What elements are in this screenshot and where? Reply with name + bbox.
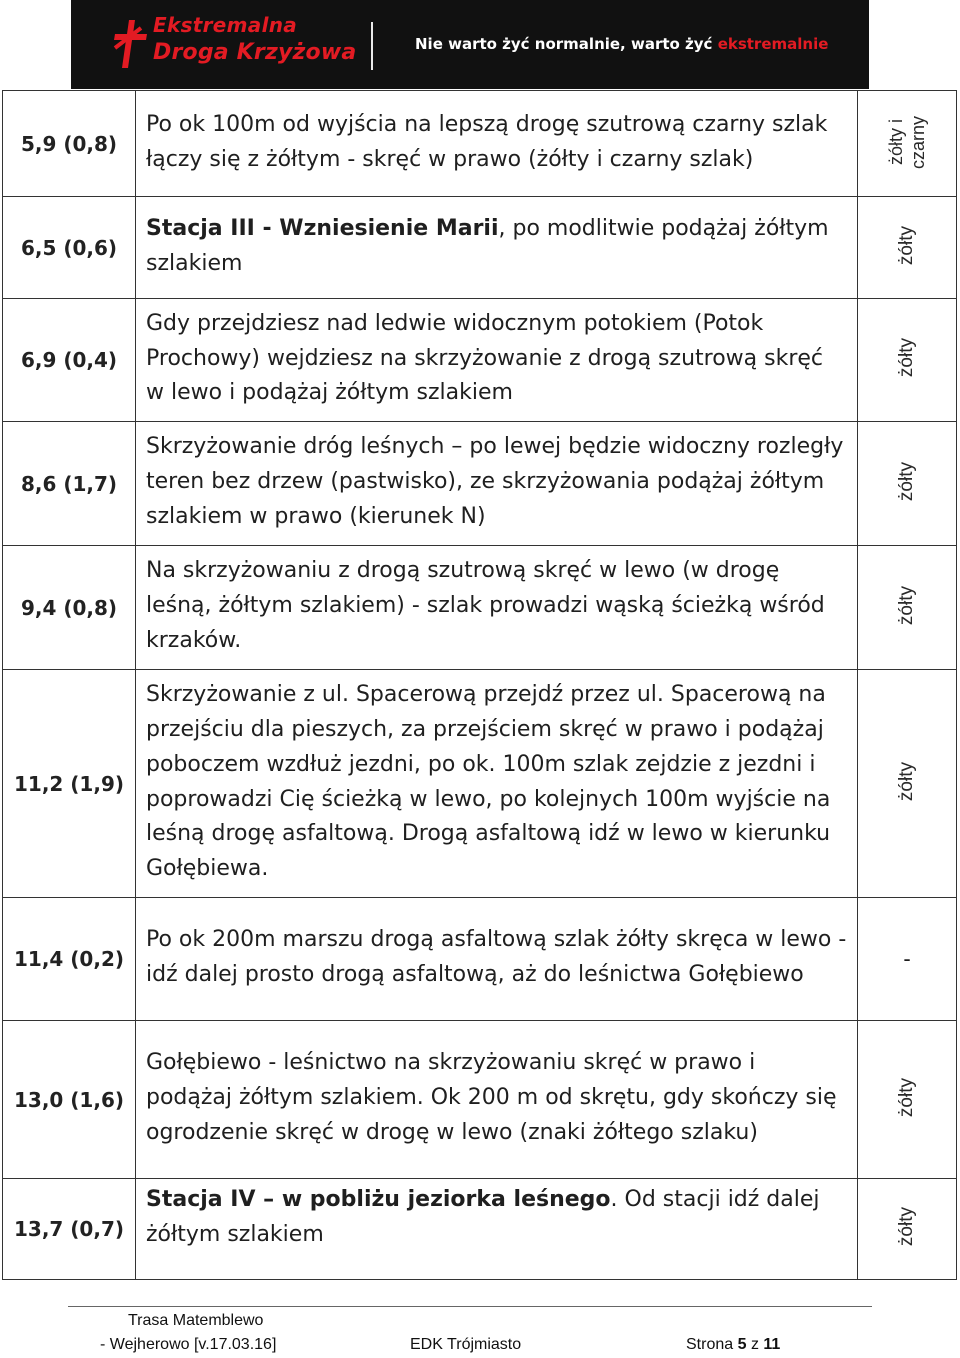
page-total: 11	[763, 1336, 781, 1353]
table-row	[3, 299, 957, 422]
table-row	[3, 91, 957, 197]
description-text: Skrzyżowanie z ul. Spacerową przejdź przez ul. Spacerową na przejściu dla pieszych, za przejściem skręć w prawo i podążaj poboczem wzdłuż jezdni, po ok. 100m szlak zejdzie z jezdni i poprowadzi Cię ścieżką w lewo, po kolejnych 100m wyjście na leśną drogę asfaltową. Drogą asfaltową idź w lewo w kierunku Gołębiewa.	[146, 682, 831, 882]
description-text: Po ok 100m od wyjścia na lepszą drogę szutrową czarny szlak łączy się z żółtym - skręć w prawo (żółty i czarny szlak)	[146, 111, 828, 172]
km-cell: 13,0 (1,6)	[3, 1021, 136, 1179]
tagline-accent: ekstremalnie	[717, 35, 829, 53]
trail-cell	[858, 670, 957, 898]
page-current: 5	[737, 1336, 747, 1353]
trail-label: żółty	[896, 1077, 917, 1118]
trail-cell	[858, 1179, 957, 1280]
trail-label: żółty	[896, 225, 917, 266]
banner-divider	[371, 22, 373, 70]
footer-route-title: Trasa Matemblewo	[128, 1312, 264, 1329]
km-cell: 5,9 (0,8)	[3, 91, 136, 197]
description-cell	[136, 1179, 858, 1280]
km-cell: 8,6 (1,7)	[3, 422, 136, 546]
km-cell: 11,2 (1,9)	[3, 670, 136, 898]
trail-label: żółty	[896, 461, 917, 502]
trail-label: żółty	[896, 338, 917, 378]
header-banner	[71, 0, 869, 89]
description-text: Na skrzyżowaniu z drogą szutrową skręć w lewo (w drogę leśną, żółtym szlakiem) - szlak prowadzi wąską ścieżką wśród krzaków.	[146, 558, 825, 653]
trail-label: żółty	[896, 761, 917, 802]
km-cell: 6,9 (0,4)	[3, 299, 136, 422]
description-text: Po ok 200m marszu drogą asfaltową szlak żółty skręca w lewo - idź dalej prosto drogą asfaltową, aż do leśnictwa Gołębiewo	[146, 927, 847, 987]
trail-cell	[858, 546, 957, 670]
logo-text-top: Ekstremalna	[153, 13, 298, 37]
description-text: Skrzyżowanie dróg leśnych – po lewej będzie widoczny rozległy teren bez drzew (pastwisko), ze skrzyżowania podążaj żółtym szlakiem w prawo (kierunek N)	[146, 434, 844, 529]
km-cell: 9,4 (0,8)	[3, 546, 136, 670]
route-table	[2, 90, 957, 1280]
footer-organization: EDK Trójmiasto	[410, 1336, 522, 1353]
trail-cell	[858, 422, 957, 546]
cross-logo-icon	[111, 18, 151, 70]
table-row	[3, 670, 957, 898]
description-text: , po modlitwie podążaj żółtym szlakiem	[146, 215, 829, 276]
table-row	[3, 197, 957, 299]
station-name: Stacja III - Wzniesienie Marii	[146, 215, 499, 241]
description-cell	[136, 91, 858, 197]
description-cell	[136, 670, 858, 898]
trail-cell	[858, 1021, 957, 1179]
footer-route-end: - Wejherowo [v.17.03.16]	[100, 1336, 277, 1353]
trail-label: żółty	[896, 585, 917, 626]
table-row	[3, 422, 957, 546]
trail-cell	[858, 197, 957, 299]
table-row	[3, 546, 957, 670]
trail-cell	[858, 898, 957, 1021]
station-name: Stacja IV – w pobliżu jeziorka leśnego	[146, 1187, 611, 1212]
description-text: Gołębiewo - leśnictwo na skrzyżowaniu skręć w prawo i podążaj żółtym szlakiem. Ok 200 m od skrętu, gdy skończy się ogrodzenie skręć w drogę w lewo (znaki żółtego szlaku)	[146, 1050, 837, 1145]
trail-label: żółty	[896, 1207, 917, 1247]
tagline	[415, 35, 828, 53]
page-prefix: Strona	[686, 1336, 738, 1353]
km-cell: 13,7 (0,7)	[3, 1179, 136, 1280]
page-mid: z	[746, 1336, 764, 1353]
logo-text-bottom: Droga Krzyżowa	[153, 40, 357, 65]
footer-page-number	[686, 1336, 780, 1354]
trail-label: -	[903, 946, 911, 971]
description-text: . Od stacji idź dalej żółtym szlakiem	[146, 1187, 820, 1247]
description-cell	[136, 1021, 858, 1179]
description-cell	[136, 898, 858, 1021]
footer-divider	[68, 1306, 872, 1307]
description-cell	[136, 299, 858, 422]
description-cell	[136, 197, 858, 299]
description-cell	[136, 546, 858, 670]
trail-cell	[858, 91, 957, 197]
trail-label: żółty i czarny	[886, 115, 928, 169]
description-cell	[136, 422, 858, 546]
table-row	[3, 1021, 957, 1179]
km-cell: 6,5 (0,6)	[3, 197, 136, 299]
table-row	[3, 1179, 957, 1280]
km-cell: 11,4 (0,2)	[3, 898, 136, 1021]
trail-cell	[858, 299, 957, 422]
tagline-white: Nie warto żyć normalnie, warto żyć	[415, 35, 718, 53]
description-text: Gdy przejdziesz nad ledwie widocznym potokiem (Potok Prochowy) wejdziesz na skrzyżowanie z drogą szutrową skręć w lewo i podążaj żółtym szlakiem	[146, 310, 824, 406]
table-row	[3, 898, 957, 1021]
